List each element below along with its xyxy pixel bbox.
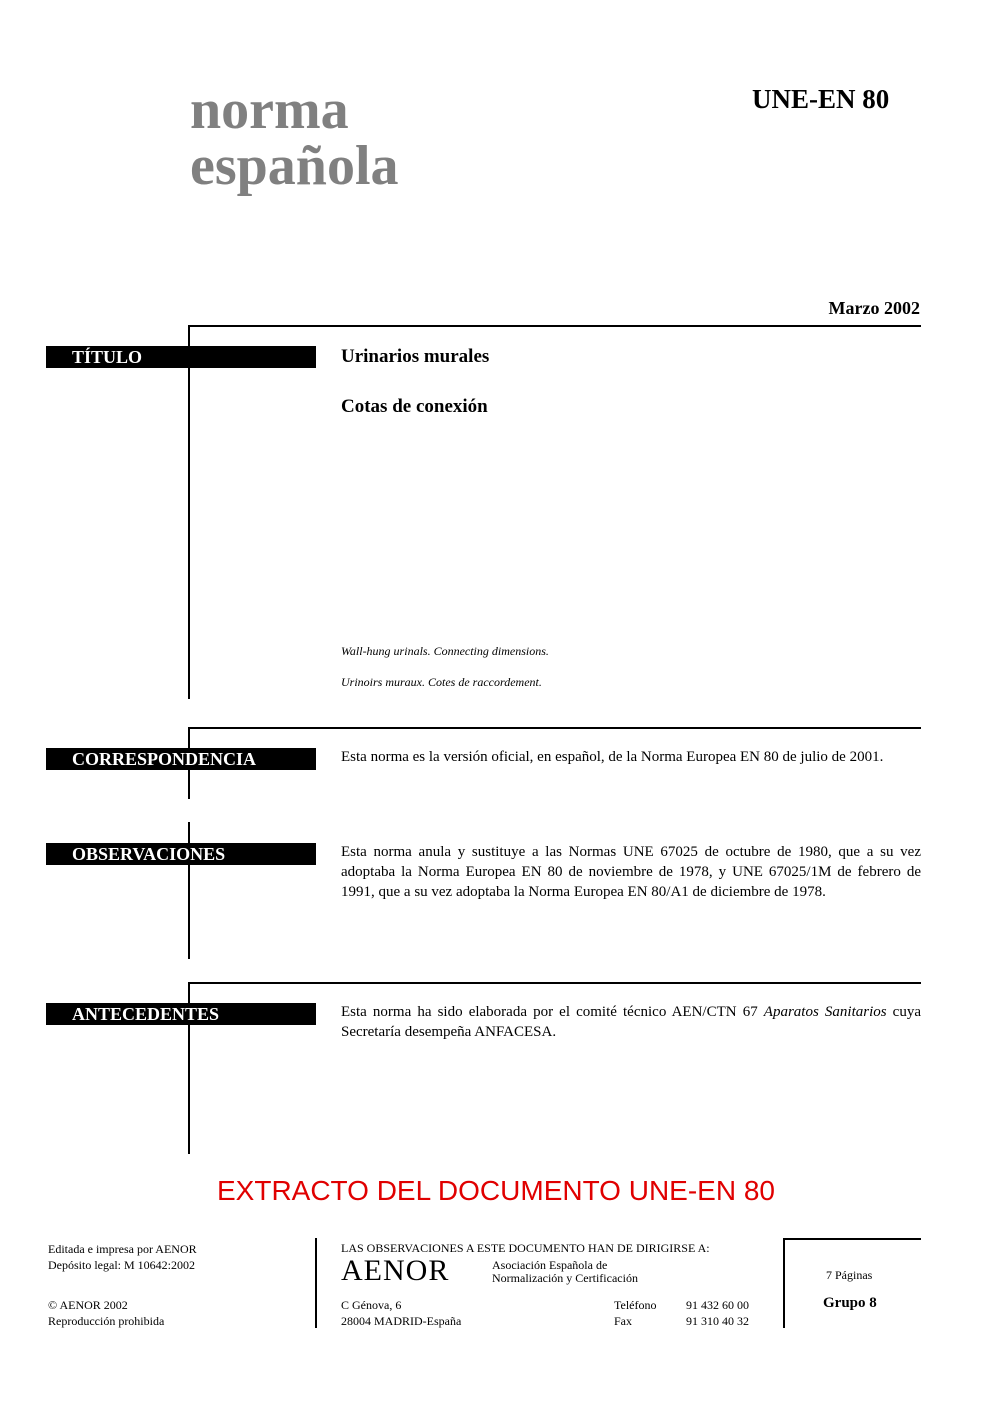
observaciones-text: Esta norma anula y sustituye a las Normas UNE 67025 de octubre de 1980, que a su vez adoptaba la Norma Europea EN 80 de noviembre de 1978, y UNE 67025/1M de febrero de 1991, que a su vez adoptaba la Norma Europea EN 80/A1 de diciembre de 1978.: [341, 844, 921, 900]
org-line: Asociación Española de: [492, 1258, 608, 1272]
footer-copyright: [48, 1297, 164, 1329]
footer-line: Depósito legal: M 10642:2002: [48, 1258, 195, 1272]
standard-code: UNE-EN 80: [752, 84, 890, 114]
price-group: Grupo 8: [823, 1295, 877, 1311]
title-main: Urinarios murales: [341, 346, 490, 367]
extract-watermark: EXTRACTO DEL DOCUMENTO UNE-EN 80: [216, 1175, 776, 1206]
section-divider: [188, 727, 921, 729]
aenor-logo: AENOR: [341, 1254, 450, 1287]
phone-label: Teléfono: [614, 1298, 657, 1312]
footer-phone-values: [686, 1297, 749, 1329]
title-english: Wall-hung urinals. Connecting dimensions.: [341, 644, 549, 658]
org-line: Normalización y Certificación: [492, 1271, 638, 1285]
label-correspondencia: CORRESPONDENCIA: [46, 748, 316, 770]
fax-value: 91 310 40 32: [686, 1314, 749, 1328]
footer-publisher: [48, 1241, 197, 1273]
fax-label: Fax: [614, 1314, 632, 1328]
brand-line-2: española: [190, 135, 399, 197]
address-line: C Génova, 6: [341, 1298, 402, 1312]
footer-line: Editada e impresa por AENOR: [48, 1242, 197, 1256]
footer-contact-heading: LAS OBSERVACIONES A ESTE DOCUMENTO HAN DE DIRIGIRSE A:: [341, 1241, 710, 1255]
section-vertical-rule: [188, 325, 190, 699]
title-french: Urinoirs muraux. Cotes de raccordement.: [341, 675, 542, 689]
label-titulo: TÍTULO: [46, 346, 316, 368]
antecedentes-text: [341, 1002, 921, 1042]
page-count: 7 Páginas: [826, 1268, 873, 1282]
brand-line-1: norma: [190, 79, 349, 141]
title-sub: Cotas de conexión: [341, 396, 488, 417]
antecedentes-text-part: Esta norma ha sido elaborada por el comité técnico AEN/CTN 67: [341, 1004, 764, 1020]
footer-box-top: [783, 1238, 921, 1240]
footer-line: Reproducción prohibida: [48, 1314, 165, 1328]
antecedentes-text-part: cuya Secretaría desempeña ANFACESA.: [341, 1004, 921, 1040]
footer-line: © AENOR 2002: [48, 1298, 128, 1312]
footer-phone-labels: [614, 1297, 656, 1329]
section-divider: [188, 982, 921, 984]
aenor-org-name: [492, 1259, 638, 1285]
correspondencia-text: Esta norma es la versión oficial, en español, de la Norma Europea EN 80 de julio de 2001.: [341, 749, 884, 765]
brand-title: [190, 79, 399, 197]
publication-date: Marzo 2002: [828, 298, 920, 318]
footer-box-left: [783, 1238, 785, 1328]
footer-address: [341, 1297, 461, 1329]
footer-divider: [315, 1238, 317, 1328]
committee-name: Aparatos Sanitarios: [763, 1004, 887, 1020]
label-antecedentes: ANTECEDENTES: [46, 1003, 316, 1025]
phone-value: 91 432 60 00: [686, 1298, 749, 1312]
address-line: 28004 MADRID-España: [341, 1314, 462, 1328]
section-divider: [188, 325, 921, 327]
label-observaciones: OBSERVACIONES: [46, 843, 316, 865]
